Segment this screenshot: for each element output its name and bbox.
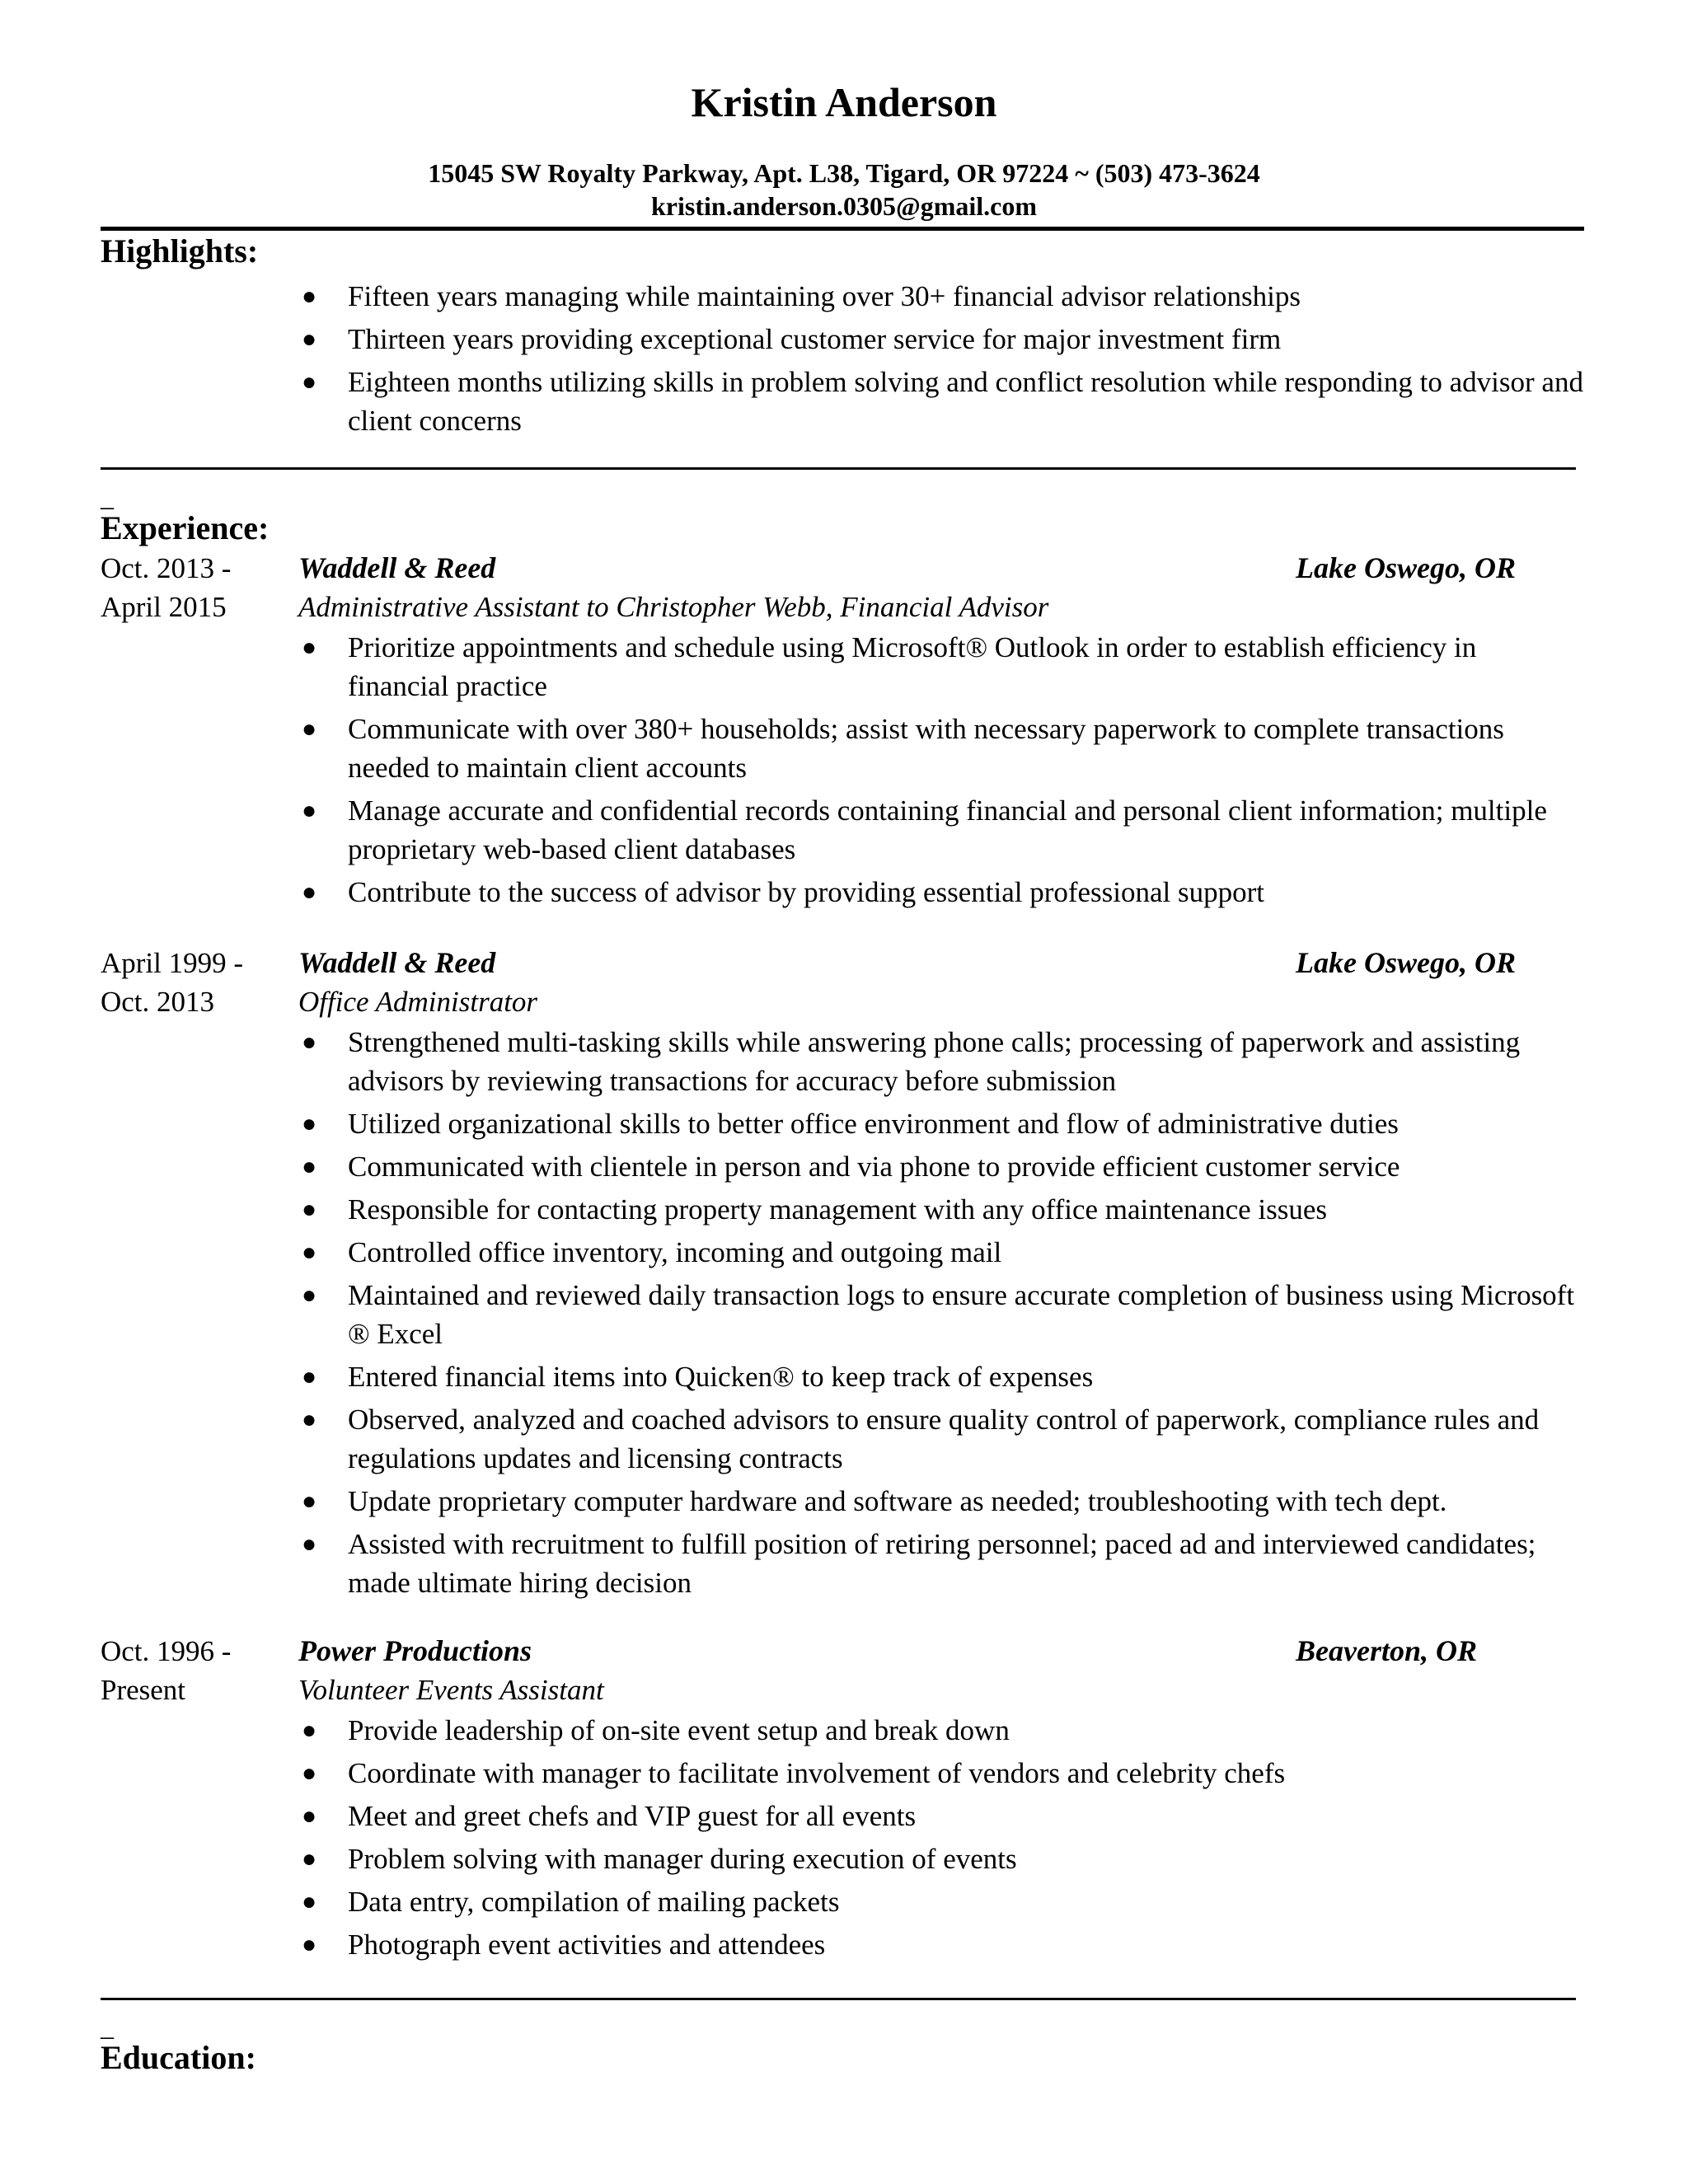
job-location: Lake Oswego, OR — [1296, 946, 1516, 979]
list-item: ● Controlled office inventory, incoming and outgoing mail — [298, 1233, 1584, 1272]
header-divider — [101, 227, 1584, 231]
experience-title: Experience: — [101, 509, 270, 546]
job-company: Waddell & Reed — [298, 551, 496, 584]
list-item: ● Responsible for contacting property management with any office maintenance issues — [298, 1190, 1584, 1229]
list-item: ● Communicate with over 380+ households; assist with necessary paperwork to complete transactions needed to maintain client accounts — [298, 710, 1584, 787]
bullet-icon: ● — [302, 1239, 317, 1266]
list-item: ● Photograph event activities and attendees — [298, 1925, 1584, 1964]
list-item: ● Eighteen months utilizing skills in problem solving and conflict resolution while responding to advisor and client concerns — [298, 363, 1584, 440]
list-item: ● Entered financial items into Quicken® to keep track of expenses — [298, 1357, 1584, 1396]
bullet-icon: ● — [302, 1196, 317, 1223]
list-item: ● Maintained and reviewed daily transaction logs to ensure accurate completion of business using Microsoft ® Excel — [298, 1276, 1584, 1353]
job-bullets — [298, 1023, 1584, 1606]
bullet-icon: ● — [302, 326, 317, 353]
bullet-icon: ● — [302, 1888, 317, 1915]
bullet-icon: ● — [302, 1931, 317, 1958]
list-item: ● Coordinate with manager to facilitate involvement of vendors and celebrity chefs — [298, 1754, 1584, 1793]
job-location: Lake Oswego, OR — [1296, 551, 1516, 584]
list-item: ● Manage accurate and confidential records containing financial and personal client information; multiple proprietary web-based client databases — [298, 791, 1584, 869]
list-item: ● Prioritize appointments and schedule using Microsoft® Outlook in order to establish efficiency in financial practice — [298, 628, 1584, 705]
list-item: ● Thirteen years providing exceptional customer service for major investment firm — [298, 320, 1584, 359]
job-role: Office Administrator — [298, 986, 538, 1018]
job-role: Volunteer Events Assistant — [298, 1674, 604, 1706]
job-location: Beaverton, OR — [1296, 1634, 1477, 1667]
contact-email: kristin.anderson.0305@gmail.com — [651, 191, 1037, 221]
job-date-end: Oct. 2013 — [101, 986, 215, 1018]
bullet-icon: ● — [302, 879, 317, 906]
list-item: ● Meet and greet chefs and VIP guest for all events — [298, 1797, 1584, 1835]
list-item: ● Utilized organizational skills to better office environment and flow of administrative duties — [298, 1104, 1584, 1143]
bullet-icon: ● — [302, 1153, 317, 1180]
bullet-icon: ● — [302, 1802, 317, 1830]
contact-address-phone: 15045 SW Royalty Parkway, Apt. L38, Tigard, OR 97224 ~ (503) 473-3624 — [428, 158, 1260, 188]
bullet-icon: ● — [302, 368, 317, 396]
job-date-end: April 2015 — [101, 591, 227, 623]
education-title: Education: — [101, 2039, 256, 2076]
bullet-icon: ● — [302, 1406, 317, 1433]
highlights-title: Highlights: — [101, 232, 259, 269]
list-item: ● Contribute to the success of advisor by providing essential professional support — [298, 873, 1584, 912]
job-company: Waddell & Reed — [298, 946, 496, 979]
list-item: ● Observed, analyzed and coached advisors to ensure quality control of paperwork, compliance rules and regulations updates and licensing contracts — [298, 1400, 1584, 1478]
bullet-icon: ● — [302, 1029, 317, 1056]
list-item: ● Problem solving with manager during execution of events — [298, 1840, 1584, 1878]
list-item: ● Update proprietary computer hardware and software as needed; troubleshooting with tech dept. — [298, 1482, 1584, 1521]
bullet-icon: ● — [302, 634, 317, 661]
job-bullets — [298, 628, 1584, 916]
list-item: ● Strengthened multi-tasking skills while answering phone calls; processing of paperwork and assisting advisors by reviewing transactions for accuracy before submission — [298, 1023, 1584, 1100]
bullet-icon: ● — [302, 1845, 317, 1872]
candidate-name: Kristin Anderson — [691, 79, 997, 125]
bullet-icon: ● — [302, 1717, 317, 1744]
section-divider — [101, 1998, 1576, 2000]
list-item: ● Fifteen years managing while maintaining over 30+ financial advisor relationships — [298, 277, 1584, 316]
job-date-end: Present — [101, 1674, 186, 1706]
separator-mark: _ — [101, 2012, 114, 2041]
list-item: ● Assisted with recruitment to fulfill position of retiring personnel; paced ad and interviewed candidates; made ultimate hiring decision — [298, 1525, 1584, 1602]
list-item: ● Communicated with clientele in person and via phone to provide efficient customer service — [298, 1147, 1584, 1186]
job-date-start: Oct. 1996 - — [101, 1635, 232, 1667]
bullet-icon: ● — [302, 1488, 317, 1515]
job-date-start: Oct. 2013 - — [101, 552, 232, 584]
section-divider — [101, 467, 1576, 470]
bullet-icon: ● — [302, 1110, 317, 1137]
bullet-icon: ● — [302, 1282, 317, 1309]
job-bullets — [298, 1711, 1584, 1968]
highlights-list — [298, 277, 1584, 444]
job-role: Administrative Assistant to Christopher Webb, Financial Advisor — [298, 591, 1049, 623]
bullet-icon: ● — [302, 1530, 317, 1558]
job-company: Power Productions — [298, 1634, 532, 1667]
list-item: ● Data entry, compilation of mailing packets — [298, 1882, 1584, 1921]
bullet-icon: ● — [302, 1760, 317, 1787]
list-item: ● Provide leadership of on-site event setup and break down — [298, 1711, 1584, 1750]
bullet-icon: ● — [302, 797, 317, 824]
bullet-icon: ● — [302, 1363, 317, 1390]
job-date-start: April 1999 - — [101, 947, 244, 979]
separator-mark: _ — [101, 482, 114, 512]
bullet-icon: ● — [302, 715, 317, 743]
bullet-icon: ● — [302, 283, 317, 310]
